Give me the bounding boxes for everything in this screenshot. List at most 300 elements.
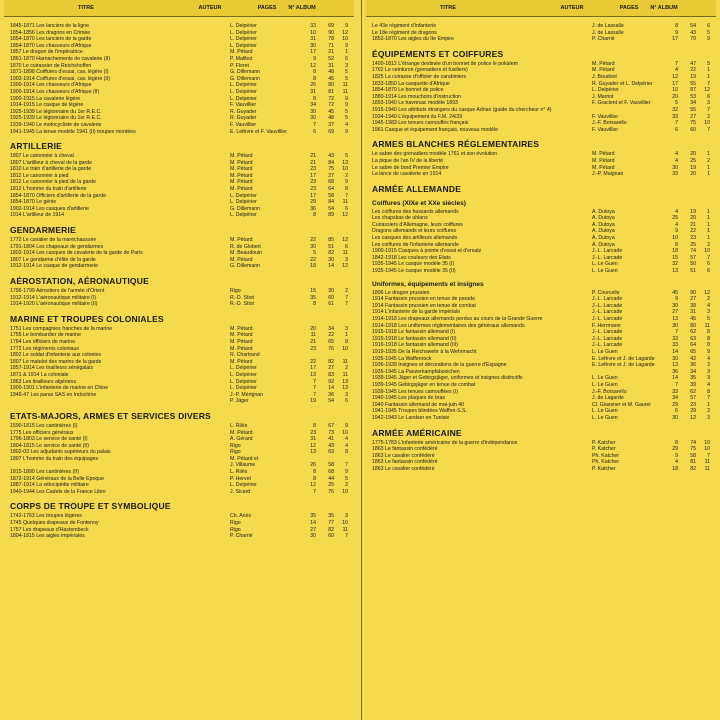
entry-album: 81 <box>690 459 696 466</box>
entry-pages: 30 <box>672 322 678 329</box>
catalog-row <box>366 87 716 94</box>
catalog-row <box>366 94 716 101</box>
entry-album: 75 <box>690 120 696 127</box>
catalog-row <box>366 290 716 297</box>
catalog-section <box>4 501 354 539</box>
entry-author: M. Pétard <box>230 325 253 332</box>
entry-number: 10 <box>342 488 348 495</box>
catalog-row <box>4 462 354 469</box>
catalog-section <box>366 49 716 134</box>
entry-pages: 8 <box>313 75 316 82</box>
entry-pages: 30 <box>310 115 316 122</box>
entry-pages: 17 <box>672 80 678 87</box>
entry-pages <box>298 352 316 359</box>
entry-author: R. Guyader <box>230 108 257 115</box>
entry-title: 1812 Le canonnier à pied <box>10 172 69 179</box>
entry-album: 92 <box>328 378 334 385</box>
catalog-row <box>4 482 354 489</box>
entry-album: 44 <box>328 475 334 482</box>
entry-pages: 23 <box>310 179 316 186</box>
entry-author: M. Pétard <box>230 179 253 186</box>
entry-author: G. Dillemann <box>230 69 260 76</box>
catalog-row <box>4 449 354 456</box>
entry-author: L. Delpérier <box>230 192 257 199</box>
section-title: AÉROSTATION, AÉRONAUTIQUE <box>10 276 149 286</box>
entry-title: 1845-1871 Les lanciers de la ligne <box>10 23 90 29</box>
entry-title: 1915-1918 Le fantassin allemand (I) <box>372 329 456 336</box>
entry-title: 1941-1945 Troupes blindées Waffen-S.S. <box>372 408 467 415</box>
catalog-row <box>366 61 716 68</box>
entry-title: 1764 Les officiers de marine <box>10 338 76 345</box>
entry-album: 45 <box>328 108 334 115</box>
entry-pages: 19 <box>310 398 316 405</box>
entry-title: 1812 Le canonnier à pied de la garde <box>10 179 96 186</box>
catalog-row <box>4 199 354 206</box>
entry-author: A. Dutoya <box>592 208 615 215</box>
entry-title: 1940-1944 Les Cadets de la France Libre <box>10 488 106 495</box>
entry-title: 1807 Le canonnier à cheval <box>10 153 74 160</box>
entry-album: 19 <box>690 164 696 171</box>
entry-pages: 13 <box>672 362 678 369</box>
entry-author: M. Pétard <box>230 429 253 436</box>
entry-number: 2 <box>707 408 710 415</box>
entry-number: 3 <box>345 513 348 520</box>
entry-pages: 7 <box>675 60 678 67</box>
entry-title: 1863 Le cavalier confédéré <box>372 452 435 459</box>
entry-author: J.-L. Larcade <box>592 316 623 322</box>
entry-number: 4 <box>707 381 710 388</box>
entry-album: 87 <box>690 87 696 94</box>
section-title: ÉQUIPEMENTS ET COIFFURES <box>372 48 504 59</box>
entry-pages: 8 <box>675 241 678 248</box>
entry-author: P. Katcher <box>592 465 616 472</box>
entry-title: 1806 Le dragon prussien <box>372 289 430 296</box>
entry-pages: 9 <box>675 228 678 235</box>
catalog-row <box>4 49 354 56</box>
entry-pages: 45 <box>672 289 678 296</box>
catalog-row <box>366 114 716 121</box>
entry-number: 6 <box>707 23 710 29</box>
entry-pages: 34 <box>672 395 678 402</box>
entry-number: 8 <box>345 449 348 456</box>
entry-album: 19 <box>690 73 696 80</box>
entry-title: Le 18e régiment de dragons <box>372 29 437 36</box>
entry-number: 11 <box>342 526 348 533</box>
entry-pages: 8 <box>675 23 678 29</box>
entry-author: Rigo <box>230 526 241 533</box>
entry-album: 64 <box>690 342 696 349</box>
entry-title: 1590-1815 Les cantinières (I) <box>10 422 78 429</box>
entry-pages: 32 <box>672 261 678 268</box>
entry-pages: 6 <box>313 128 316 135</box>
entry-album: 57 <box>690 254 696 261</box>
entry-number: 1 <box>707 73 710 80</box>
catalog-row <box>4 115 354 122</box>
entry-number: 5 <box>345 75 348 82</box>
catalog-row <box>366 369 716 376</box>
entry-album: 70 <box>690 36 696 43</box>
entry-number: 7 <box>345 294 348 301</box>
entry-author: Ph. Katcher <box>592 452 620 459</box>
entry-album: 68 <box>328 469 334 476</box>
entry-pages: 7 <box>675 381 678 388</box>
entry-number: 2 <box>707 157 710 164</box>
entry-title: Les chapskas de uhlans <box>372 215 428 222</box>
entry-pages: 32 <box>672 106 678 113</box>
entry-title: 1915-1940 Les attributs étrangers du casque Adrian (guide du chercheur n° 4) <box>372 106 552 113</box>
entry-number: 1 <box>707 215 710 222</box>
entry-pages: 4 <box>675 151 678 158</box>
catalog-row <box>4 469 354 476</box>
catalog-row <box>4 160 354 167</box>
entry-title: 1842-1918 Les couleurs des États <box>372 254 451 261</box>
entry-album: 48 <box>328 115 334 122</box>
entry-title: 1912-1914 L'aéronautique militaire (I) <box>10 294 97 301</box>
entry-title: 1914-1918 Les drapeaux allemands perdus au cours de la Grande Guerre <box>372 316 543 322</box>
catalog-row <box>4 288 354 295</box>
catalog-row <box>4 173 354 180</box>
entry-album: 27 <box>328 365 334 372</box>
entry-title: 1762 Le ceinturon (grenadiers et fusiliers) <box>372 67 468 74</box>
right-column-body <box>366 23 716 472</box>
entry-pages: 7 <box>313 378 316 385</box>
catalog-row <box>366 120 716 127</box>
section-title: MARINE ET TROUPES COLONIALES <box>10 313 164 324</box>
entry-pages: 7 <box>313 391 316 398</box>
entry-album: 90 <box>328 29 334 36</box>
catalog-row <box>366 67 716 74</box>
entry-author: M. Pétard <box>230 332 253 339</box>
entry-pages: 33 <box>672 335 678 342</box>
entry-album: 19 <box>690 208 696 215</box>
entry-number: 12 <box>704 87 710 94</box>
entry-number: 3 <box>707 368 710 375</box>
entry-pages: 8 <box>313 95 316 102</box>
entry-number: 5 <box>345 115 348 122</box>
entry-title: 1900-1915 Casques à pointe d'essai et d'ersatz <box>372 248 482 255</box>
entry-number: 4 <box>707 302 710 309</box>
entry-pages: 30 <box>672 302 678 309</box>
entry-author: M. Pétard <box>230 166 253 173</box>
entry-number: 11 <box>342 250 348 257</box>
entry-number: 9 <box>345 469 348 476</box>
entry-pages: 27 <box>310 526 316 533</box>
entry-pages: 10 <box>672 87 678 94</box>
catalog-row <box>366 356 716 363</box>
entry-album: 58 <box>328 462 334 469</box>
entry-title: 1914-1918 Les uniformes réglementaires des généraux allemands <box>372 322 525 329</box>
entry-album: 75 <box>690 446 696 453</box>
entry-author: M. Beaudouin <box>230 250 263 257</box>
catalog-row <box>366 100 716 107</box>
entry-title: 1871 & 1914 La coloniale <box>10 371 69 378</box>
entry-author: M. Pétard <box>592 60 615 67</box>
entry-album: 39 <box>690 381 696 388</box>
catalog-row <box>4 372 354 379</box>
catalog-section <box>4 314 354 405</box>
left-column-header <box>4 0 354 17</box>
catalog-row <box>366 151 716 158</box>
entry-author: M. Pétard <box>230 237 253 244</box>
entry-pages: 27 <box>672 309 678 316</box>
entry-album: 81 <box>328 88 334 95</box>
entry-number: 8 <box>707 335 710 342</box>
entry-album: 23 <box>690 235 696 242</box>
entry-number: 10 <box>342 36 348 43</box>
catalog-row <box>4 443 354 450</box>
entry-author: J.-F. Borsarello <box>592 388 627 395</box>
entry-number: 4 <box>345 121 348 128</box>
header-album: N° ALBUM <box>288 5 316 11</box>
entry-title: 1854-1870 Le bonnet de police <box>372 87 444 94</box>
entry-title: 1757 Les drapeaux d'Hastembeck <box>10 526 89 533</box>
catalog-row <box>366 248 716 255</box>
entry-author <box>592 369 660 376</box>
entry-number: 9 <box>707 348 710 355</box>
catalog-row <box>366 440 716 447</box>
catalog-row <box>366 23 716 30</box>
catalog-row <box>4 179 354 186</box>
entry-pages: 29 <box>310 199 316 206</box>
entry-pages: 17 <box>310 49 316 56</box>
entry-album: 67 <box>328 422 334 429</box>
entry-number: 11 <box>342 199 348 206</box>
entry-author: L. Delpérier <box>592 87 619 94</box>
entry-number: 2 <box>707 296 710 303</box>
entry-album: 82 <box>328 526 334 533</box>
entry-author: M. Pétard <box>592 151 615 158</box>
catalog-row <box>366 309 716 316</box>
catalog-row <box>4 63 354 70</box>
catalog-row <box>366 171 716 178</box>
catalog-row <box>4 122 354 129</box>
entry-author: J.-L. Larcade <box>592 302 623 309</box>
section-title: ARMÉE AMÉRICAINE <box>372 427 462 438</box>
entry-pages: 23 <box>310 429 316 436</box>
entry-number: 12 <box>704 289 710 296</box>
entry-pages: 6 <box>675 126 678 133</box>
entry-author: L. Delpérier <box>230 378 257 385</box>
entry-title: 1914 L'artilleur de 1914 <box>10 212 65 219</box>
section-subtitle: Uniformes, équipements et insignes <box>372 280 484 288</box>
entry-pages: 18 <box>672 248 678 255</box>
entry-number: 11 <box>704 322 710 329</box>
entry-author: J.-L. Larcade <box>592 309 623 316</box>
entry-number <box>334 352 348 359</box>
entry-author: J.-F. Borsarello <box>592 120 627 127</box>
entry-title: 1945-1983 Les tenues camouflés français <box>372 120 469 127</box>
entry-number: 3 <box>707 362 710 369</box>
entry-number: 9 <box>345 179 348 186</box>
entry-number: 7 <box>345 301 348 308</box>
entry-pages: 8 <box>313 301 316 308</box>
entry-number: 1 <box>707 228 710 235</box>
entry-author: L. Delpérier <box>230 95 257 102</box>
entry-number: 1 <box>707 221 710 228</box>
entry-album: 54 <box>328 398 334 405</box>
entry-author: P. Katcher <box>592 439 616 446</box>
entry-number: 1 <box>707 67 710 74</box>
entry-author: M. Pétard <box>230 186 253 193</box>
entry-album: 25 <box>690 157 696 164</box>
entry-album: 45 <box>690 316 696 322</box>
catalog-row <box>4 301 354 308</box>
entry-title: 1745 Quelques drapeaux de Fontenoy <box>10 520 99 527</box>
entry-author: L. Le Guen <box>592 348 618 355</box>
entry-author: L. Le Guen <box>592 261 618 268</box>
entry-author: A. Dutoya <box>592 215 615 222</box>
entry-pages: 33 <box>672 113 678 120</box>
entry-number: 3 <box>707 375 710 382</box>
entry-author: J.-L. Larcade <box>592 248 623 255</box>
entry-pages: 17 <box>310 172 316 179</box>
entry-author: L. Delpérier <box>230 371 257 378</box>
entry-album: 74 <box>690 248 696 255</box>
entry-album: 57 <box>690 395 696 402</box>
entry-pages: 5 <box>313 250 316 257</box>
entry-title: 1796-1799 Aérostiers de l'armée d'Orient <box>10 288 105 294</box>
entry-author: P. Jäger <box>230 398 249 405</box>
entry-album: 41 <box>328 436 334 443</box>
entry-album: 82 <box>328 358 334 365</box>
entry-pages: 7 <box>675 329 678 336</box>
section-title: CORPS DE TROUPE ET SYMBOLIQUE <box>10 501 171 512</box>
entry-title: 1807 Le gendarme d'élite de la garde <box>10 256 96 263</box>
entry-number: 10 <box>704 439 710 446</box>
entry-title: 1961 Casque et équipement français, nouveau modèle <box>372 126 499 133</box>
entry-album: 43 <box>690 29 696 36</box>
entry-pages: 30 <box>310 42 316 49</box>
entry-number: 13 <box>342 385 348 392</box>
entry-album: 60 <box>328 294 334 301</box>
entry-pages: 12 <box>310 62 316 69</box>
entry-number: 7 <box>707 80 710 87</box>
entry-album: 60 <box>328 533 334 540</box>
entry-author: P. Katcher <box>592 446 616 453</box>
entry-author: L. Delpérier <box>230 42 257 49</box>
entry-number: 2 <box>345 172 348 179</box>
entry-album: 34 <box>690 368 696 375</box>
catalog-section <box>4 141 354 219</box>
entry-author: R.-D. Stiot <box>230 301 254 308</box>
entry-number: 2 <box>345 482 348 489</box>
entry-album: 80 <box>328 82 334 89</box>
entry-title: 1804-1815 Les aigles impériales <box>10 533 85 540</box>
entry-pages: 21 <box>310 159 316 166</box>
entry-author: P. Hervet <box>230 475 251 482</box>
entry-album: 55 <box>690 80 696 87</box>
entry-title: Les coiffures des hussards allemands <box>372 208 459 215</box>
entry-title: 1893-1940 Le havresac modèle 1893 <box>372 100 458 107</box>
entry-title: Cuirassiers d'Allemagne, leurs coiffures <box>372 221 463 228</box>
entry-pages: 29 <box>672 446 678 453</box>
entry-pages: 31 <box>310 88 316 95</box>
entry-title: 1880-1914 Les mouchoirs d'instruction <box>372 93 461 100</box>
catalog-row <box>366 242 716 249</box>
entry-author: Ch. Ariès <box>230 513 252 520</box>
entry-pages: 18 <box>672 465 678 472</box>
entry-title: 1940 Fantassin allemand de mai-juin 40 <box>372 401 464 408</box>
entry-album: 69 <box>328 128 334 135</box>
catalog-row <box>366 255 716 262</box>
entry-title: 1863 Le cavalier confédéré <box>372 465 435 472</box>
section-subtitle: Coiffures (XIXe et XXe siècles) <box>372 199 466 207</box>
entry-pages: 23 <box>310 345 316 352</box>
entry-number: 5 <box>345 475 348 482</box>
entry-author: Rigo <box>230 288 241 294</box>
entry-author: P. Courcelle <box>592 289 620 296</box>
entry-number: 10 <box>704 446 710 453</box>
entry-pages: 30 <box>672 355 678 362</box>
entry-album: 55 <box>690 106 696 113</box>
entry-title: 1742-1763 Les troupes légères <box>10 513 82 520</box>
catalog-row <box>4 250 354 257</box>
entry-author: L. Delpérier <box>230 82 257 89</box>
entry-title: 1939-1940 Le motocycliste de cavalerie <box>10 121 102 128</box>
entry-album: 20 <box>690 171 696 178</box>
entry-pages: 4 <box>675 67 678 74</box>
entry-author: J.-L. Larcade <box>592 296 623 303</box>
entry-author: R. Guyader et L. Delpérier <box>592 80 653 87</box>
entry-author: Cl. Glassner et M. Gaurel <box>592 401 651 408</box>
entry-number: 6 <box>345 243 348 250</box>
entry-number: 8 <box>707 329 710 336</box>
entry-pages: 8 <box>313 212 316 219</box>
catalog-row <box>4 43 354 50</box>
entry-album: 35 <box>690 375 696 382</box>
entry-number: 10 <box>704 120 710 127</box>
entry-number: 1 <box>707 171 710 178</box>
catalog-row <box>366 459 716 466</box>
entry-title: 1900-1901 L'infanterie de marine en Chine <box>10 385 109 392</box>
entry-pages: 14 <box>672 348 678 355</box>
entry-number: 1 <box>345 49 348 56</box>
entry-author: J. Marriot <box>592 93 614 100</box>
entry-album: 52 <box>328 55 334 62</box>
entry-title: 1916-1918 Le fantassin allemand (III) <box>372 342 458 349</box>
catalog-row <box>4 359 354 366</box>
entry-author: L. Delpérier <box>230 88 257 95</box>
entry-number: 9 <box>345 95 348 102</box>
entry-pages: 8 <box>313 422 316 429</box>
catalog-row <box>4 212 354 219</box>
entry-number: 5 <box>707 60 710 67</box>
entry-number: 8 <box>345 338 348 345</box>
entry-number: 9 <box>345 128 348 135</box>
catalog-row <box>4 166 354 173</box>
entry-album: 25 <box>690 241 696 248</box>
entry-title: 1902-1914 Les casques d'artillerie <box>10 205 89 212</box>
entry-number: 9 <box>345 102 348 109</box>
entry-author: F. Vauvillier <box>230 121 257 128</box>
entry-album: 22 <box>690 228 696 235</box>
entry-album: 82 <box>328 250 334 257</box>
catalog-row <box>4 527 354 534</box>
entry-author: J. Boudriot <box>592 73 617 80</box>
entry-album: 76 <box>328 488 334 495</box>
entry-album: 63 <box>690 335 696 342</box>
entry-number: 6 <box>345 398 348 405</box>
entry-pages: 8 <box>313 475 316 482</box>
entry-pages: 17 <box>672 36 678 43</box>
catalog-row <box>366 235 716 242</box>
entry-pages: 30 <box>672 414 678 421</box>
entry-number: 7 <box>707 254 710 261</box>
entry-number: 5 <box>707 29 710 36</box>
entry-author: Rigo <box>230 449 241 456</box>
entry-author: A. Gérard <box>230 436 253 443</box>
entry-author: L. Delpérier <box>230 365 257 372</box>
